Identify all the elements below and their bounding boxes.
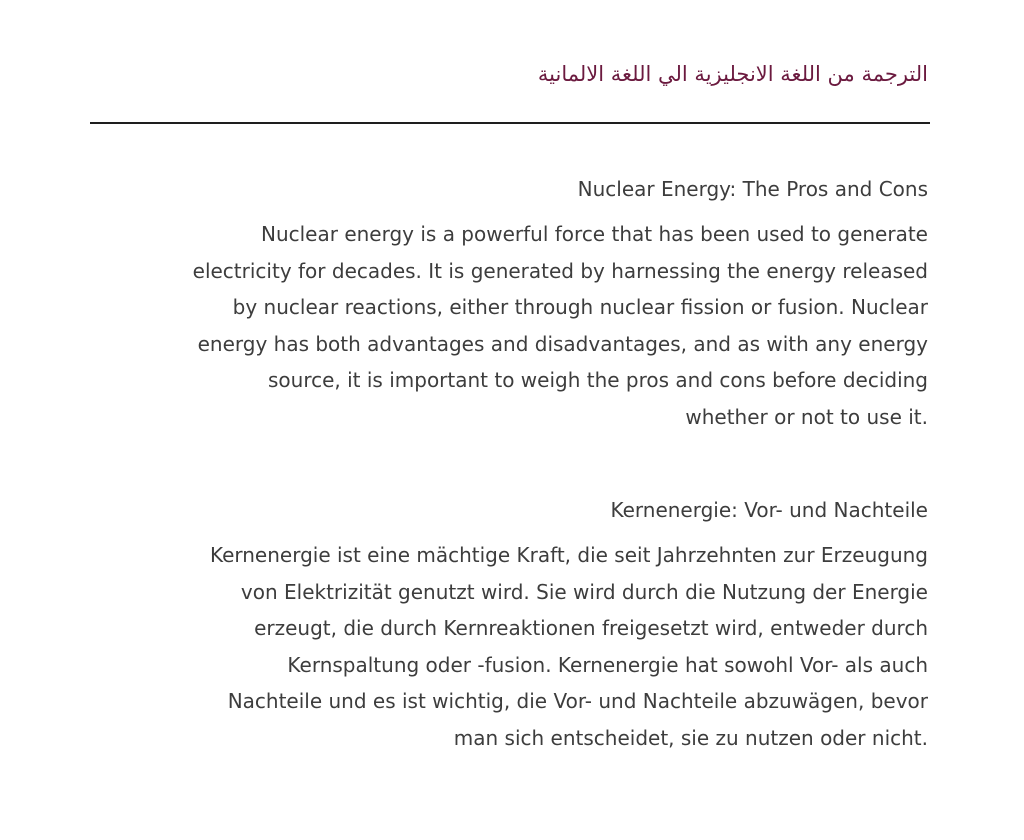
german-section: [100, 493, 928, 756]
english-paragraph: [100, 216, 928, 435]
paragraph-line: .whether or not to use it: [685, 404, 928, 429]
paragraph-line: Kernenergie ist eine mächtige Kraft, die seit Jahrzehnten zur Erzeugung: [209, 543, 928, 567]
paragraph-line: Kernspaltung oder -fusion. Kernenergie hat sowohl Vor- als auch: [287, 652, 928, 677]
paragraph-line: erzeugt, die durch Kernreaktionen freigesetzt wird, entweder durch: [254, 616, 928, 640]
document-content: [100, 172, 928, 756]
page-header: [90, 52, 930, 124]
german-paragraph: [100, 537, 928, 756]
english-heading: Nuclear Energy: The Pros and Cons: [577, 177, 928, 201]
paragraph-line: by nuclear reactions, either through nuclear fission or fusion. Nuclear: [232, 295, 928, 319]
paragraph-line: electricity for decades. It is generated by harnessing the energy released: [192, 258, 928, 283]
english-section: [100, 172, 928, 435]
page-title: الترجمة من اللغة الانجليزية الي اللغة الالمانية: [537, 62, 928, 86]
paragraph-line: von Elektrizität genutzt wird. Sie wird durch die Nutzung der Energie: [240, 579, 928, 604]
german-heading: Kernenergie: Vor- und Nachteile: [610, 498, 928, 522]
paragraph-line: Nachteile und es ist wichtig, die Vor- und Nachteile abzuwägen, bevor: [227, 689, 928, 713]
paragraph-line: energy has both advantages and disadvantages, and as with any energy: [197, 331, 928, 356]
paragraph-line: source, it is important to weigh the pros and cons before deciding: [267, 368, 928, 392]
paragraph-line: Nuclear energy is a powerful force that has been used to generate: [260, 222, 928, 246]
paragraph-line: .man sich entscheidet, sie zu nutzen oder nicht: [453, 725, 928, 750]
